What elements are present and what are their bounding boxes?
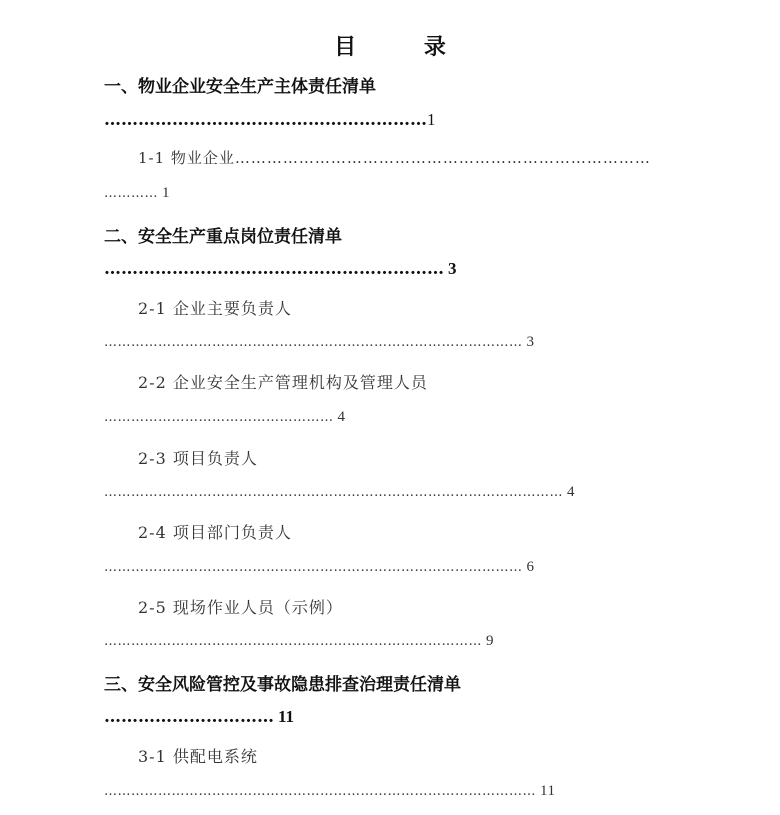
toc-entry-label: 1-1 物业企业…………………………………………………………………… — [138, 149, 651, 167]
toc-leader-dots: ………………………………………………………………………… — [104, 634, 482, 649]
toc-page-number: 3 — [448, 259, 457, 278]
toc-entry-2-5[interactable] — [138, 595, 343, 618]
toc-leader-dots: ………………………………………………… — [104, 110, 427, 130]
toc-entry-2-4[interactable] — [138, 520, 292, 543]
toc-entry-2-5-leader — [104, 633, 494, 650]
toc-entry-section-2[interactable] — [104, 222, 342, 247]
toc-page-number: 11 — [278, 707, 295, 726]
toc-page-number: 9 — [486, 633, 494, 649]
toc-entry-label: 2-3 项目负责人 — [138, 449, 258, 468]
toc-leader-dots: ………………………………………………………………………………… — [104, 335, 523, 350]
toc-entry-section-3[interactable] — [104, 670, 461, 695]
toc-entry-2-1[interactable] — [138, 296, 292, 319]
toc-entry-label: 2-5 现场作业人员（示例） — [138, 598, 343, 617]
toc-page-number: 11 — [540, 783, 556, 799]
toc-entry-section-3-leader — [104, 707, 294, 727]
toc-entry-section-1-leader — [104, 110, 436, 130]
toc-page-number: 4 — [337, 409, 346, 425]
toc-page-number: 1 — [427, 110, 436, 129]
toc-entry-3-1-leader — [104, 783, 555, 800]
toc-entry-2-4-leader — [104, 559, 535, 576]
toc-entry-2-2-leader — [104, 409, 346, 426]
toc-entry-label: 2-2 企业安全生产管理机构及管理人员 — [138, 373, 428, 392]
toc-entry-label: 一、物业企业安全生产主体责任清单 — [104, 77, 376, 97]
toc-entry-section-2-leader — [104, 259, 457, 279]
toc-page-number: 3 — [526, 334, 535, 350]
toc-page-number: 6 — [526, 559, 535, 575]
toc-leader-dots: …………………………………………………… — [104, 259, 444, 279]
toc-entry-label: 3-1 供配电系统 — [138, 747, 258, 766]
toc-leader-dots: …………………………………………………………………………………… — [104, 784, 536, 799]
toc-entry-label: 2-1 企业主要负责人 — [138, 299, 292, 318]
toc-entry-label: 2-4 项目部门负责人 — [138, 523, 292, 542]
toc-entry-2-3-leader — [104, 484, 575, 501]
toc-leader-dots: ………………………… — [104, 707, 274, 727]
toc-entry-section-1[interactable] — [104, 72, 376, 97]
toc-entry-label: 二、安全生产重点岗位责任清单 — [104, 227, 342, 247]
toc-page-number: 1 — [162, 185, 170, 201]
toc-entry-1-1[interactable] — [138, 147, 651, 168]
toc-leader-dots: …………………………………………… — [104, 410, 334, 425]
toc-entry-2-3[interactable] — [138, 446, 258, 469]
toc-leader-dots: ………… — [104, 186, 158, 201]
toc-title: 目 录 — [334, 34, 476, 60]
toc-entry-2-2[interactable] — [138, 370, 428, 393]
toc-leader-dots: ………………………………………………………………………………… — [104, 560, 523, 575]
toc-entry-1-1-leader — [104, 185, 170, 202]
toc-entry-2-1-leader — [104, 334, 535, 351]
toc-leader-dots: ………………………………………………………………………………………… — [104, 485, 563, 500]
toc-page-number: 4 — [567, 484, 575, 500]
toc-entry-label: 三、安全风险管控及事故隐患排查治理责任清单 — [104, 675, 461, 695]
toc-entry-3-1[interactable] — [138, 744, 258, 767]
